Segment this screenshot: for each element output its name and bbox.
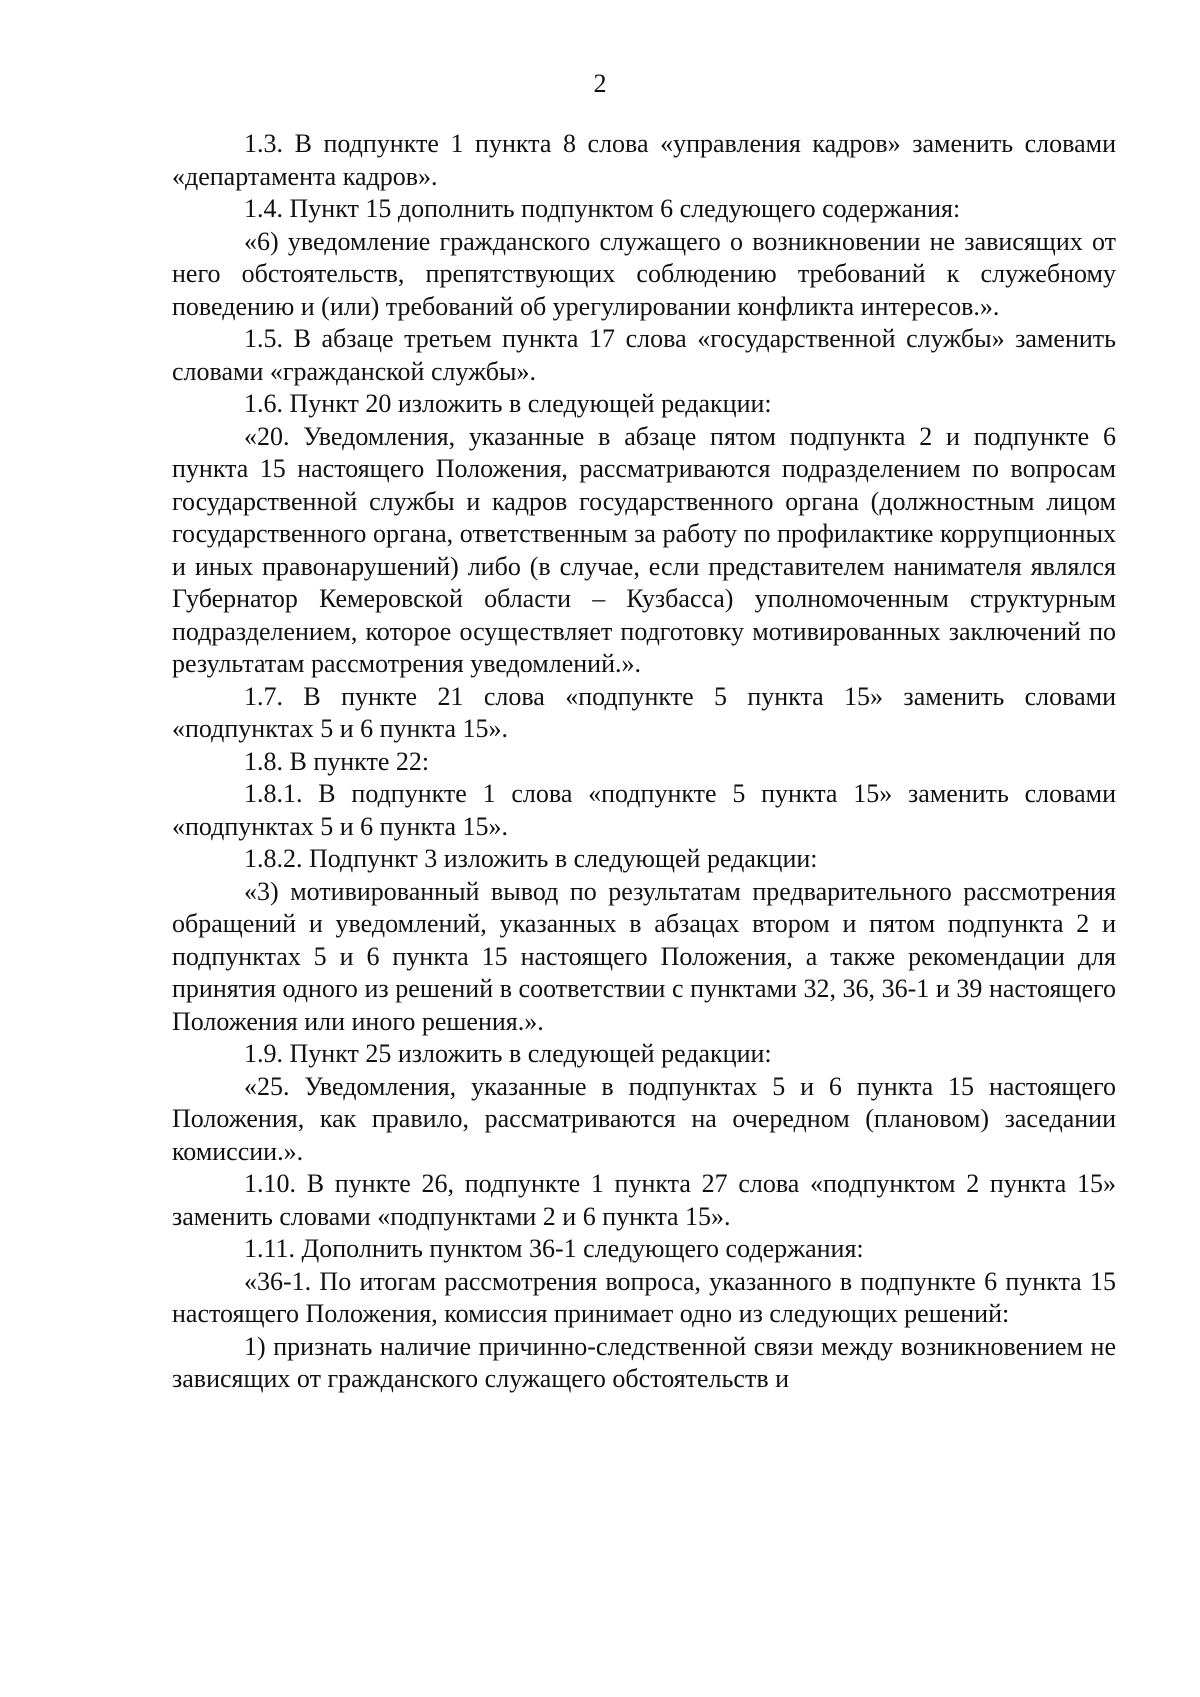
paragraph-1-10: 1.10. В пункте 26, подпункте 1 пункта 27 слова «подпунктом 2 пункта 15» заменить словами «подпунктами 2 и 6 пункта 15». (172, 1169, 1116, 1231)
paragraph-1-6: 1.6. Пункт 20 изложить в следующей редакции: (244, 389, 772, 418)
paragraph-1-4-quote: «6) уведомление гражданского служащего о возникновении не зависящих от него обстоятельств, препятствующих соблюдению требований к служебному поведению и (или) требований об урегулировании конфликта интересов.». (172, 226, 1116, 321)
paragraph-1-5: 1.5. В абзаце третьем пункта 17 слова «государственной службы» заменить словами «гражданской службы». (172, 324, 1116, 386)
paragraph-1-8-2: 1.8.2. Подпункт 3 изложить в следующей редакции: (244, 844, 818, 873)
document-body (172, 128, 1116, 1396)
paragraph-1-8-1: 1.8.1. В подпункте 1 слова «подпункте 5 пункта 15» заменить словами «подпунктах 5 и 6 пункта 15». (172, 779, 1116, 841)
paragraph-1-11-quote: «36-1. По итогам рассмотрения вопроса, указанного в подпункте 6 пункта 15 настоящего Положения, комиссия принимает одно из следующих решений: (172, 1266, 1116, 1328)
paragraph-1-3: 1.3. В подпункте 1 пункта 8 слова «управления кадров» заменить словами «департамента кадров». (172, 129, 1116, 191)
paragraph-1-4: 1.4. Пункт 15 дополнить подпунктом 6 следующего содержания: (244, 194, 961, 223)
paragraph-1-11: 1.11. Дополнить пунктом 36-1 следующего содержания: (244, 1234, 864, 1263)
paragraph-1-7: 1.7. В пункте 21 слова «подпункте 5 пункта 15» заменить словами «подпунктах 5 и 6 пункта 15». (172, 681, 1116, 743)
paragraph-1-6-quote: «20. Уведомления, указанные в абзаце пятом подпункта 2 и подпункте 6 пункта 15 настоящего Положения, рассматриваются подразделением по вопросам государственной службы и кадров государственного органа (должностным лицом государственного органа, ответственным за работу по профилактике коррупционных и иных правонарушений) либо (в случае, если представителем нанимателя являлся Губернатор Кемеровской области – Кузбасса) уполномоченным структурным подразделением, которое осуществляет подготовку мотивированных заключений по результатам рассмотрения уведомлений.». (172, 421, 1116, 678)
paragraph-1-8: 1.8. В пункте 22: (244, 746, 430, 776)
paragraph-1-8-2-quote: «3) мотивированный вывод по результатам предварительного рассмотрения обращений и уведомлений, указанных в абзацах втором и пятом подпункта 2 и подпунктах 5 и 6 пункта 15 настоящего Положения, а также рекомендации для принятия одного из решений в соответствии с пунктами 32, 36, 36-1 и 39 настоящего Положения или иного решения.». (172, 876, 1116, 1036)
page-number: 2 (593, 69, 607, 98)
paragraph-1-11-item-1: 1) признать наличие причинно-следственной связи между возникновением не зависящих от гражданского служащего обстоятельств и (172, 1331, 1116, 1393)
paragraph-1-9-quote: «25. Уведомления, указанные в подпунктах 5 и 6 пункта 15 настоящего Положения, как правило, рассматриваются на очередном (плановом) заседании комиссии.». (172, 1071, 1116, 1166)
paragraph-1-9: 1.9. Пункт 25 изложить в следующей редакции: (244, 1039, 772, 1068)
